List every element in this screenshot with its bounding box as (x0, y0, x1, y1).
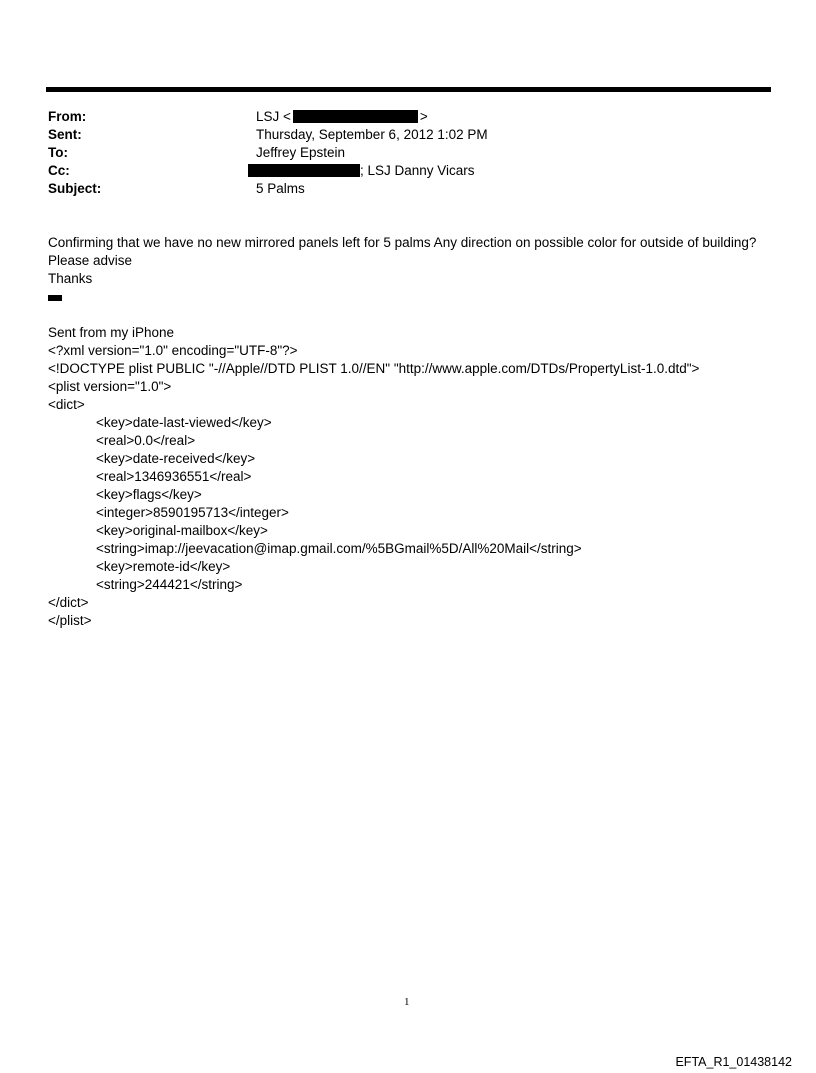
document-id: EFTA_R1_01438142 (675, 1055, 792, 1069)
sent-label: Sent: (48, 127, 82, 142)
cc-value: ; LSJ Danny Vicars (360, 163, 475, 178)
plist-entry: <key>original-mailbox</key> (96, 523, 268, 538)
from-value (256, 108, 428, 126)
plist-entry: <string>imap://jeevacation@imap.gmail.com/%5BGmail%5D/All%20Mail</string> (96, 541, 582, 556)
plist-entry: <integer>8590195713</integer> (96, 505, 289, 520)
subject-row (48, 180, 768, 198)
redaction-block (293, 110, 418, 123)
to-label: To: (48, 145, 68, 160)
plist-entry: <key>flags</key> (96, 487, 202, 502)
body-line-1: Confirming that we have no new mirrored panels left for 5 palms Any direction on possible color for outside of building? (48, 235, 757, 250)
from-close: > (419, 109, 428, 124)
plist-entry: <string>244421</string> (96, 577, 243, 592)
sent-value: Thursday, September 6, 2012 1:02 PM (256, 127, 488, 142)
from-row (48, 108, 768, 126)
dict-close: </dict> (48, 595, 89, 610)
body-line-2: Please advise (48, 253, 133, 268)
signature-line: Sent from my iPhone (48, 325, 175, 340)
doctype-line: <!DOCTYPE plist PUBLIC "-//Apple//DTD PLIST 1.0//EN" "http://www.apple.com/DTDs/PropertyList-1.0.dtd"> (48, 361, 700, 376)
cc-row (48, 162, 768, 180)
subject-value: 5 Palms (256, 181, 305, 196)
redaction-mark (48, 295, 62, 301)
blank-line (48, 306, 788, 324)
plist-close: </plist> (48, 613, 92, 628)
from-label: From: (48, 109, 87, 124)
sent-row (48, 126, 768, 144)
cc-label: Cc: (48, 163, 70, 178)
to-row (48, 144, 768, 162)
subject-label: Subject: (48, 181, 102, 196)
plist-entry: <key>remote-id</key> (96, 559, 231, 574)
plist-open: <plist version="1.0"> (48, 379, 172, 394)
from-name: LSJ < (256, 109, 291, 124)
plist-entry: <real>1346936551</real> (96, 469, 252, 484)
cc-value-wrap (248, 162, 475, 180)
page-number: 1 (404, 996, 410, 1008)
redaction-block (248, 164, 360, 177)
plist-entry: <real>0.0</real> (96, 433, 196, 448)
header-rule (46, 87, 771, 92)
dict-open: <dict> (48, 397, 85, 412)
email-body (48, 234, 788, 630)
xml-declaration: <?xml version="1.0" encoding="UTF-8"?> (48, 343, 298, 358)
plist-entry: <key>date-received</key> (96, 451, 256, 466)
signature-redaction-row (48, 288, 788, 306)
plist-entry: <key>date-last-viewed</key> (96, 415, 272, 430)
to-value: Jeffrey Epstein (256, 145, 346, 160)
email-header (48, 108, 768, 198)
body-line-3: Thanks (48, 271, 93, 286)
